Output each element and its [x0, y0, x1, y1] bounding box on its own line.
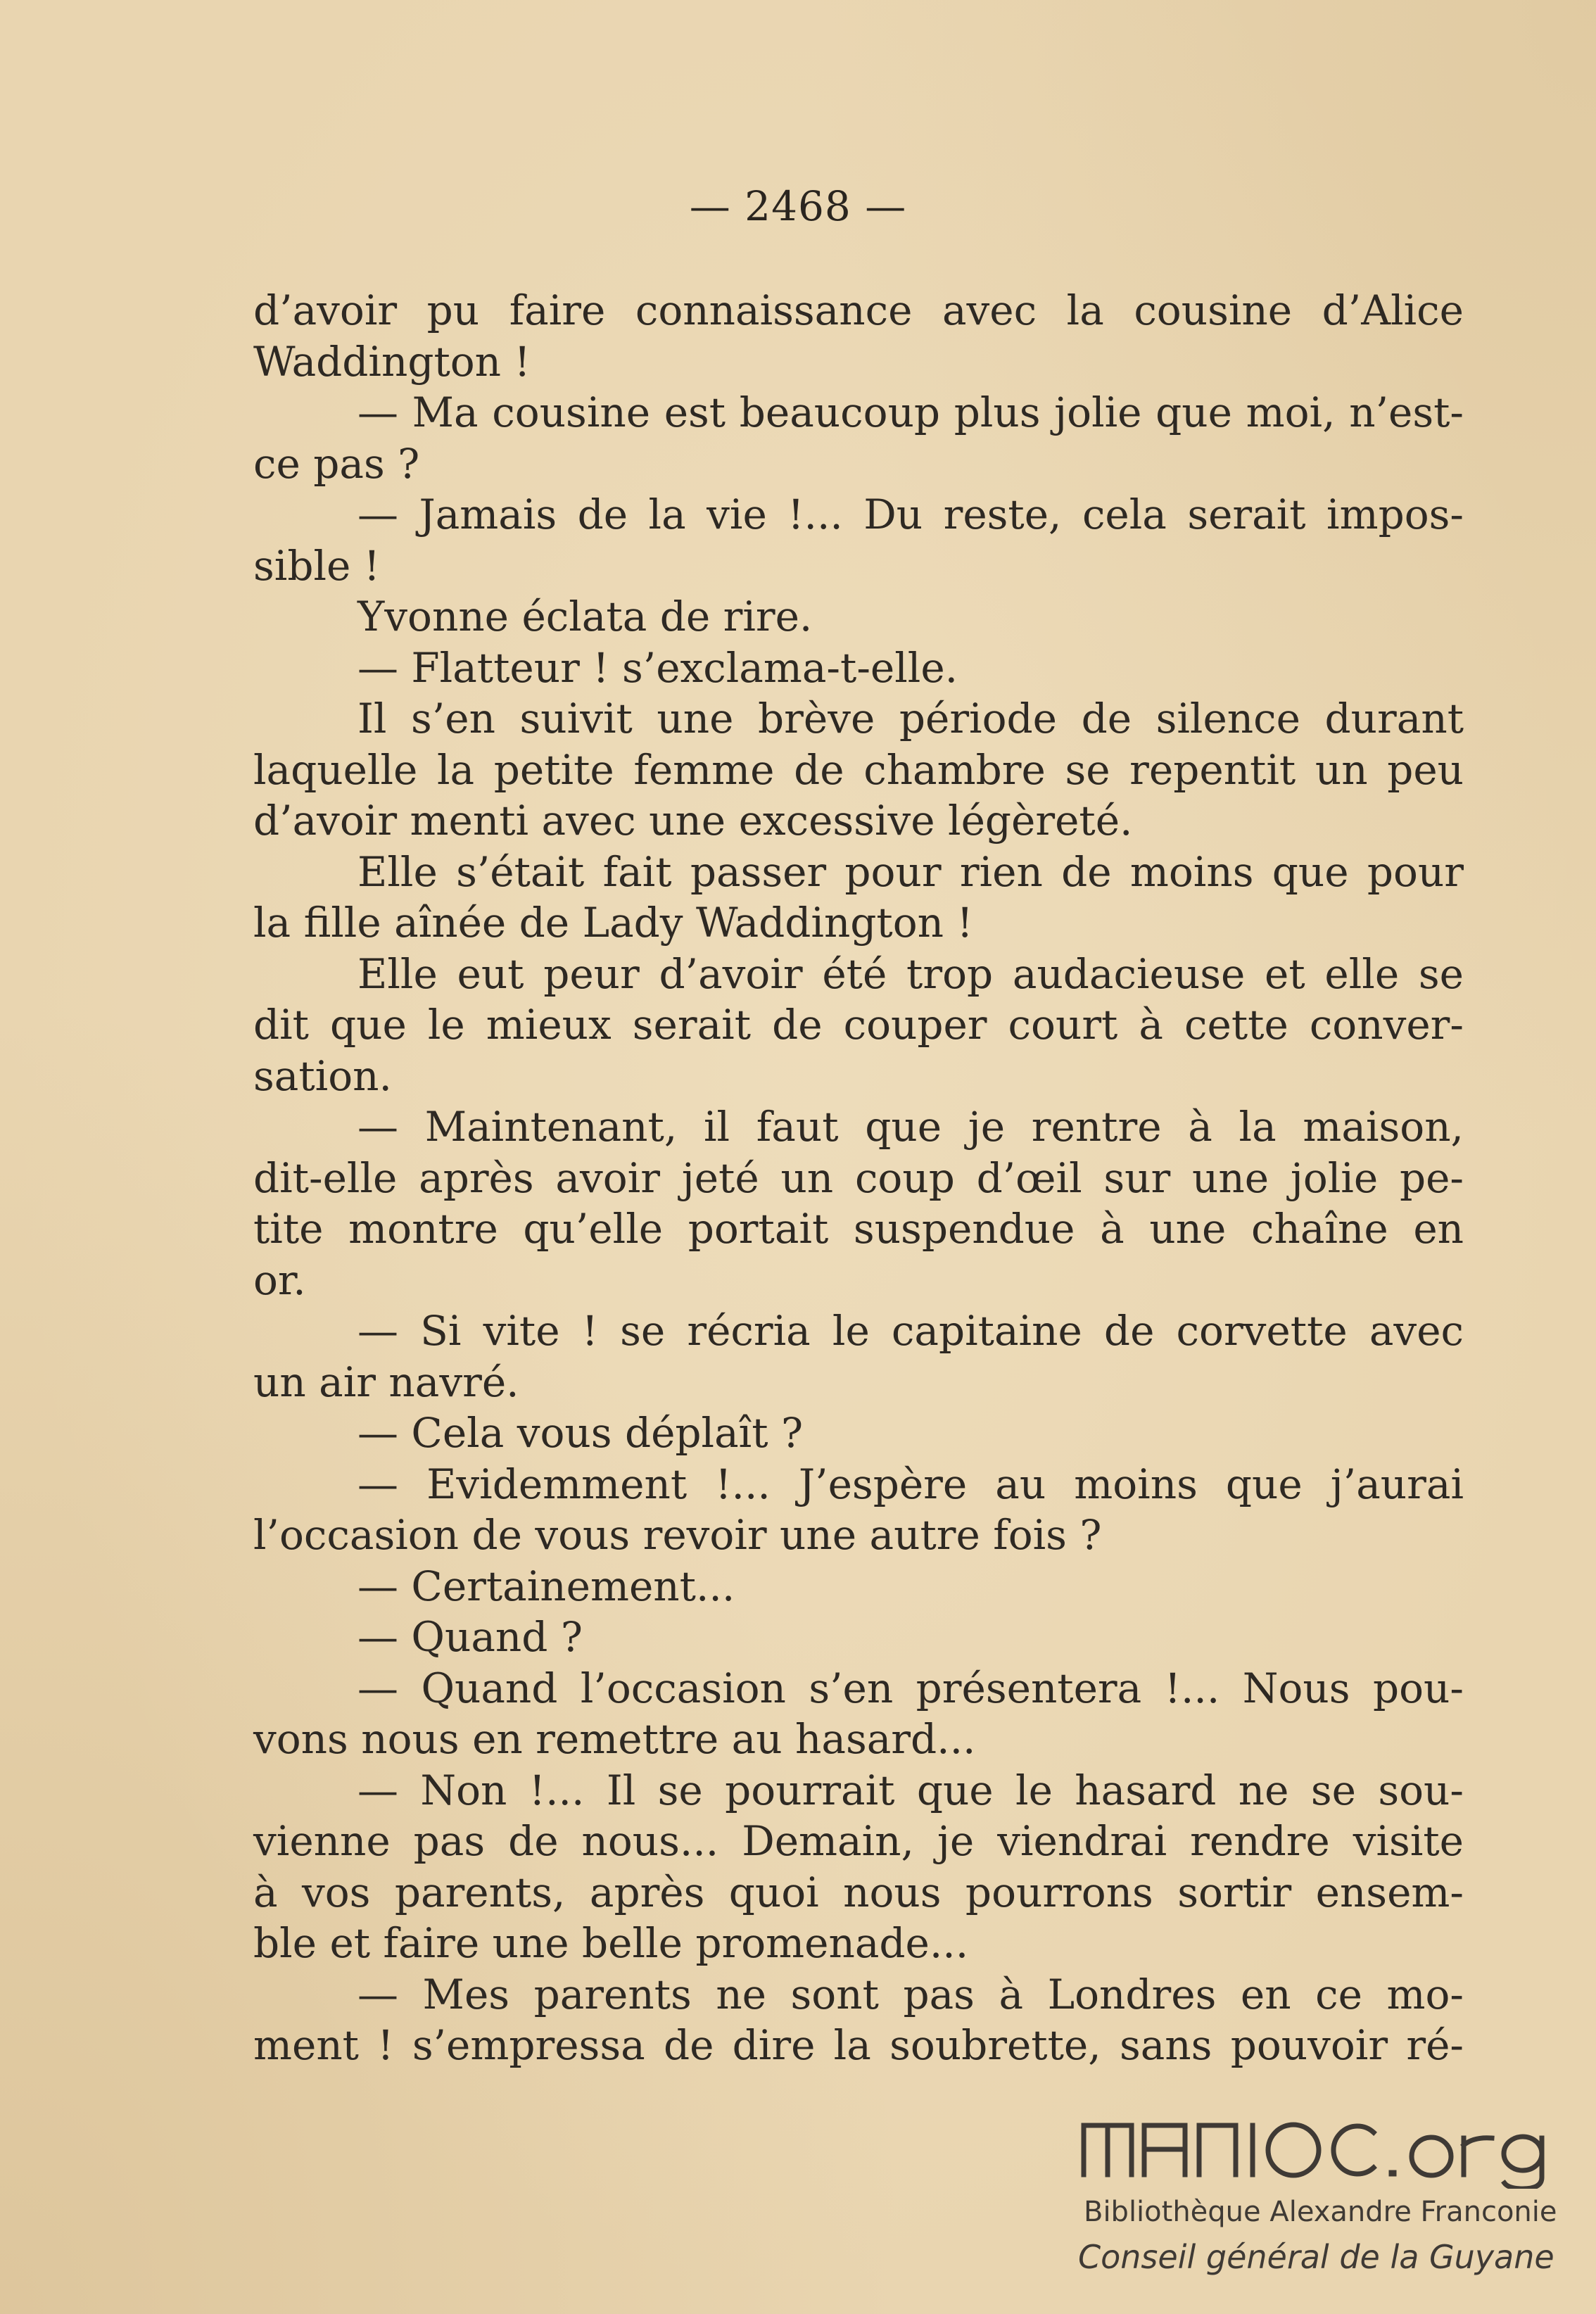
text-line: dit que le mieux serait de couper court à cette conver-: [253, 1001, 1464, 1049]
page-number: — 2468 —: [689, 182, 907, 230]
manioc-watermark: [1063, 2104, 1569, 2301]
text-line: tite montre qu’elle portait suspendue à une chaîne en: [253, 1205, 1464, 1253]
text-line: — Quand ?: [357, 1613, 583, 1661]
text-line: ment ! s’empressa de dire la soubrette, sans pouvoir ré-: [253, 2021, 1464, 2069]
text-line: d’avoir menti avec une excessive légèreté.: [253, 797, 1133, 845]
text-line: Elle s’était fait passer pour rien de moins que pour: [357, 847, 1464, 896]
watermark-council: Conseil général de la Guyane: [1078, 2238, 1554, 2276]
text-line: l’occasion de vous revoir une autre fois ?: [253, 1511, 1102, 1559]
text-line: — Non !... Il se pourrait que le hasard ne se sou-: [357, 1766, 1464, 1814]
text-line: la fille aînée de Lady Waddington !: [253, 899, 973, 947]
body-text: [253, 285, 1464, 2071]
text-line: — Cela vous déplaît ?: [357, 1409, 804, 1457]
manioc-logo: [1079, 2104, 1572, 2189]
text-line: Waddington !: [253, 337, 531, 386]
text-line: vons nous en remettre au hasard...: [253, 1715, 976, 1763]
text-line: Elle eut peur d’avoir été trop audacieuse et elle se: [357, 949, 1464, 998]
text-line: ble et faire une belle promenade...: [253, 1919, 969, 1967]
text-line: — Certainement...: [357, 1562, 735, 1610]
text-line: un air navré.: [253, 1358, 519, 1406]
text-line: — Quand l’occasion s’en présentera !... Nous pou-: [357, 1664, 1464, 1712]
text-line: — Maintenant, il faut que je rentre à la maison,: [357, 1103, 1464, 1151]
text-line: Il s’en suivit une brève période de silence durant: [357, 695, 1464, 742]
text-line: vienne pas de nous... Demain, je viendrai rendre visite: [253, 1817, 1464, 1865]
text-line: or.: [253, 1256, 306, 1304]
text-line: d’avoir pu faire connaissance avec la cousine d’Alice: [253, 286, 1464, 334]
text-line: sation.: [253, 1051, 392, 1100]
text-line: laquelle la petite femme de chambre se repentit un peu: [253, 745, 1464, 794]
text-line: — Mes parents ne sont pas à Londres en ce mo-: [357, 1970, 1464, 2018]
text-line: — Flatteur ! s’exclama-t-elle.: [357, 643, 958, 692]
watermark-library: Bibliothèque Alexandre Franconie: [1084, 2196, 1557, 2228]
text-line: — Ma cousine est beaucoup plus jolie que moi, n’est-: [357, 388, 1464, 436]
text-line: Yvonne éclata de rire.: [357, 593, 813, 640]
text-line: à vos parents, après quoi nous pourrons sortir ensem-: [253, 1868, 1464, 1916]
text-line: dit-elle après avoir jeté un coup d’œil sur une jolie pe-: [253, 1153, 1464, 1202]
text-line: — Evidemment !... J’espère au moins que j’aurai: [357, 1460, 1464, 1508]
text-line: ce pas ?: [253, 439, 420, 488]
text-line: — Si vite ! se récria le capitaine de corvette avec: [357, 1307, 1464, 1355]
text-line: sible !: [253, 541, 381, 590]
text-line: — Jamais de la vie !... Du reste, cela serait impos-: [357, 491, 1464, 538]
